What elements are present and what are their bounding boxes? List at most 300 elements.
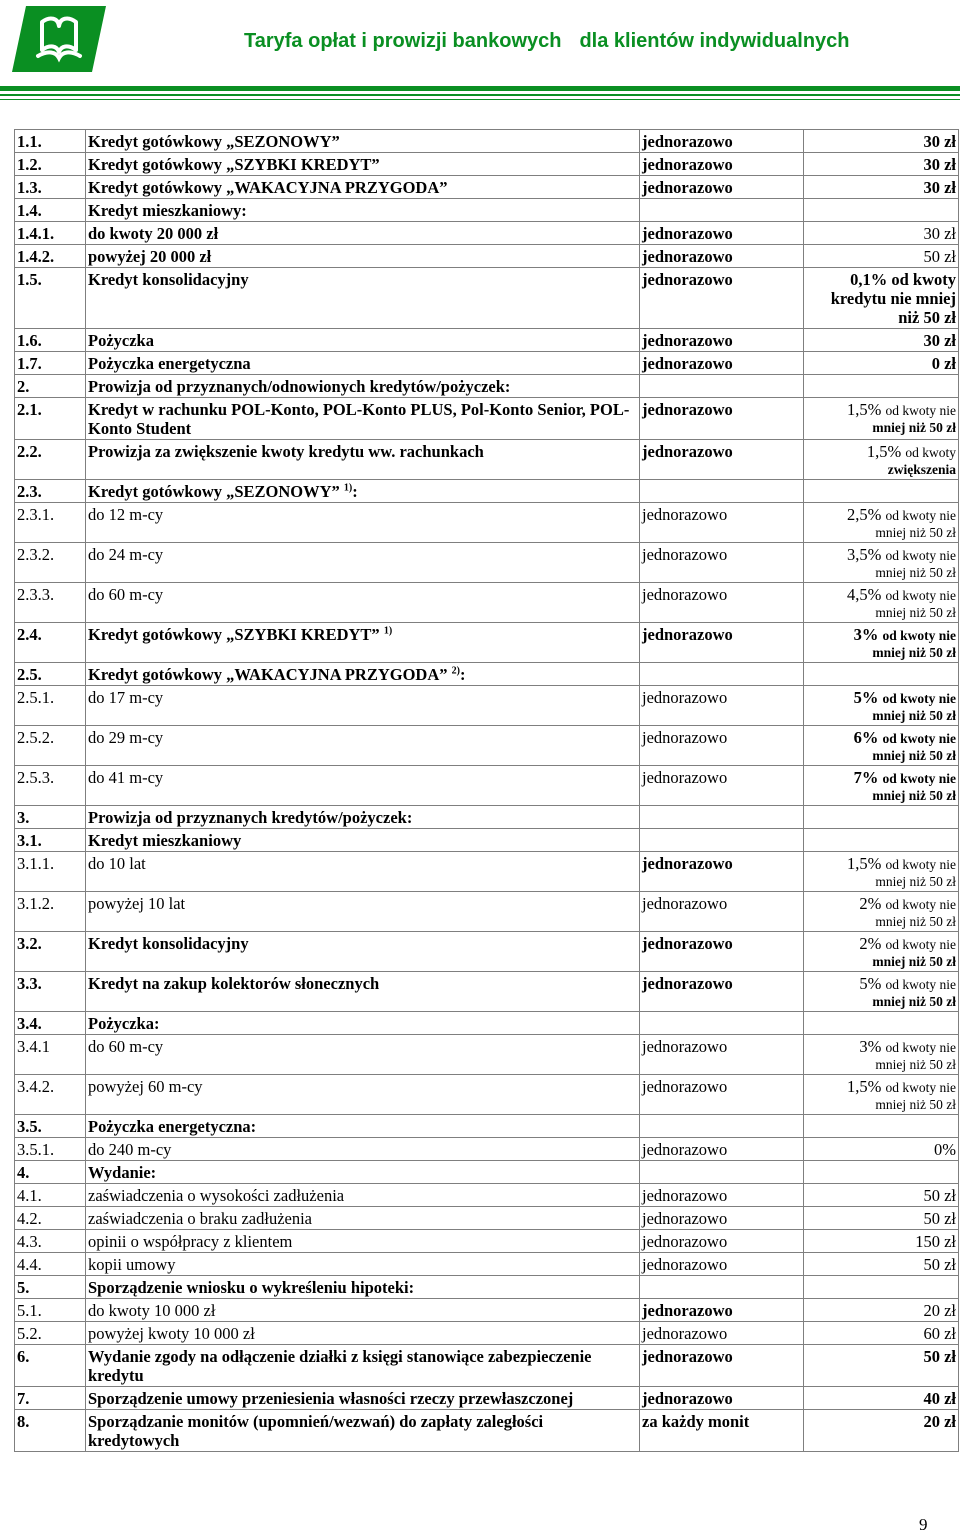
fee-amount xyxy=(804,398,959,440)
item-number: 2.3.3. xyxy=(15,583,86,623)
item-description xyxy=(86,1322,640,1345)
item-number: 2.5. xyxy=(15,663,86,686)
item-number: 8. xyxy=(15,1410,86,1452)
item-description-text: zaświadczenia o braku zadłużenia xyxy=(88,1209,312,1228)
item-number: 3.1. xyxy=(15,829,86,852)
table-row xyxy=(15,352,959,375)
item-description-text: Kredyt gotówkowy „WAKACYJNA PRZYGODA” xyxy=(88,665,448,684)
item-description-text: Pożyczka energetyczna: xyxy=(88,1117,257,1136)
fee-amount-minimum: zwiększenia xyxy=(887,462,956,477)
fee-amount xyxy=(804,130,959,153)
fee-amount-basis: od kwoty nie xyxy=(882,628,956,643)
item-description-text: powyżej kwoty 10 000 zł xyxy=(88,1324,255,1343)
item-description xyxy=(86,543,640,583)
table-row xyxy=(15,829,959,852)
fee-frequency: jednorazowo xyxy=(640,623,804,663)
item-description-text: do kwoty 20 000 zł xyxy=(88,224,219,243)
table-row xyxy=(15,623,959,663)
item-number: 5.2. xyxy=(15,1322,86,1345)
item-description xyxy=(86,1207,640,1230)
fee-amount-minimum: mniej niż 50 zł xyxy=(875,1097,956,1112)
item-description-text: do 10 lat xyxy=(88,854,146,873)
fee-amount xyxy=(804,972,959,1012)
fee-amount xyxy=(804,932,959,972)
fee-amount-value: 50 zł xyxy=(923,247,956,266)
item-number: 3.4.1 xyxy=(15,1035,86,1075)
item-number: 4.4. xyxy=(15,1253,86,1276)
fee-amount-value: 1,5% xyxy=(847,1077,882,1096)
tariff-table xyxy=(14,129,959,1452)
item-description-text: Pożyczka energetyczna xyxy=(88,354,251,373)
fee-amount xyxy=(804,1345,959,1387)
table-row xyxy=(15,1299,959,1322)
item-description xyxy=(86,1115,640,1138)
table-row xyxy=(15,1184,959,1207)
fee-amount-basis: od kwoty nie xyxy=(885,937,956,952)
fee-amount-value: 50 zł xyxy=(923,1186,956,1205)
item-description-text: do 60 m-cy xyxy=(88,585,164,604)
fee-amount xyxy=(804,503,959,543)
item-description-text: Wydanie zgody na odłączenie działki z księgi stanowiące zabezpieczenie kredytu xyxy=(88,1347,592,1385)
fee-amount-basis: od kwoty nie xyxy=(885,1040,956,1055)
fee-amount-minimum: mniej niż 50 zł xyxy=(875,565,956,580)
table-row xyxy=(15,503,959,543)
item-description-text: Kredyt mieszkaniowy xyxy=(88,831,242,850)
fee-frequency: jednorazowo xyxy=(640,176,804,199)
item-description-text: do 41 m-cy xyxy=(88,768,164,787)
item-description xyxy=(86,1161,640,1184)
footnote-marker: 1) xyxy=(343,482,353,494)
table-row xyxy=(15,480,959,503)
fee-frequency: jednorazowo xyxy=(640,726,804,766)
fee-amount xyxy=(804,268,959,329)
table-row xyxy=(15,245,959,268)
fee-amount-minimum: mniej niż 50 zł xyxy=(875,605,956,620)
table-row xyxy=(15,199,959,222)
fee-amount xyxy=(804,726,959,766)
table-row xyxy=(15,543,959,583)
item-description xyxy=(86,1387,640,1410)
fee-amount-value: 50 zł xyxy=(923,1209,956,1228)
fee-amount-value: 3,5% xyxy=(847,545,882,564)
fee-amount-value: 150 zł xyxy=(915,1232,956,1251)
fee-frequency: jednorazowo xyxy=(640,1207,804,1230)
fee-amount xyxy=(804,245,959,268)
fee-amount xyxy=(804,1253,959,1276)
fee-amount-value: 1,5% xyxy=(847,400,882,419)
fee-amount-value: 0 zł xyxy=(931,354,956,373)
fee-amount xyxy=(804,1138,959,1161)
fee-frequency: jednorazowo xyxy=(640,352,804,375)
item-description xyxy=(86,1230,640,1253)
table-row xyxy=(15,1230,959,1253)
tariff-table-body xyxy=(15,130,959,1452)
document-title xyxy=(244,30,850,53)
fee-amount-minimum: mniej niż 50 zł xyxy=(875,1057,956,1072)
title-part-1: Taryfa opłat i prowizji bankowych xyxy=(244,30,562,52)
item-number: 3.3. xyxy=(15,972,86,1012)
fee-frequency: jednorazowo xyxy=(640,932,804,972)
fee-amount-basis: od kwoty nie xyxy=(882,771,956,786)
table-row xyxy=(15,1035,959,1075)
fee-amount-value: 2% xyxy=(859,894,882,913)
fee-amount-value: 30 zł xyxy=(923,224,956,243)
item-number: 5. xyxy=(15,1276,86,1299)
item-description xyxy=(86,1035,640,1075)
item-description-text: Pożyczka: xyxy=(88,1014,160,1033)
fee-amount-value: 0% xyxy=(934,1140,956,1159)
item-description xyxy=(86,766,640,806)
fee-frequency: jednorazowo xyxy=(640,268,804,329)
item-description-text: Pożyczka xyxy=(88,331,154,350)
fee-amount xyxy=(804,806,959,829)
item-description xyxy=(86,932,640,972)
fee-amount-value: 30 zł xyxy=(923,132,956,151)
fee-amount-basis: od kwoty nie xyxy=(885,548,956,563)
fee-amount xyxy=(804,852,959,892)
item-description xyxy=(86,398,640,440)
fee-amount xyxy=(804,440,959,480)
fee-frequency: jednorazowo xyxy=(640,245,804,268)
item-description-suffix: : xyxy=(459,665,466,684)
item-number: 4.2. xyxy=(15,1207,86,1230)
fee-frequency xyxy=(640,1276,804,1299)
fee-amount-value: 30 zł xyxy=(923,331,956,350)
fee-frequency: jednorazowo xyxy=(640,1387,804,1410)
item-description-text: powyżej 10 lat xyxy=(88,894,186,913)
fee-amount-basis: od kwoty xyxy=(905,445,956,460)
item-description xyxy=(86,503,640,543)
fee-frequency xyxy=(640,829,804,852)
fee-amount-value: 50 zł xyxy=(923,1255,956,1274)
table-row xyxy=(15,268,959,329)
item-description-text: Prowizja za zwiększenie kwoty kredytu ww. rachunkach xyxy=(88,442,484,461)
item-description xyxy=(86,352,640,375)
fee-amount-value: 6% xyxy=(853,728,879,747)
item-description xyxy=(86,663,640,686)
item-description-text: Kredyt gotówkowy „SZYBKI KREDYT” xyxy=(88,625,380,644)
table-row xyxy=(15,583,959,623)
item-description xyxy=(86,1075,640,1115)
item-description-text: Kredyt na zakup kolektorów słonecznych xyxy=(88,974,380,993)
table-row xyxy=(15,972,959,1012)
item-number: 2.5.1. xyxy=(15,686,86,726)
item-description-text: Prowizja od przyznanych/odnowionych kredytów/pożyczek: xyxy=(88,377,511,396)
footnote-marker: 2) xyxy=(451,665,460,677)
fee-amount xyxy=(804,1276,959,1299)
item-description xyxy=(86,329,640,352)
fee-amount-basis: od kwoty nie xyxy=(882,691,956,706)
fee-amount xyxy=(804,1410,959,1452)
fee-amount xyxy=(804,176,959,199)
item-description xyxy=(86,806,640,829)
fee-amount-minimum: mniej niż 50 zł xyxy=(875,525,956,540)
item-description xyxy=(86,222,640,245)
item-description xyxy=(86,130,640,153)
fee-frequency: jednorazowo xyxy=(640,329,804,352)
table-row xyxy=(15,375,959,398)
fee-amount-value: 5% xyxy=(853,688,879,707)
fee-frequency: jednorazowo xyxy=(640,686,804,726)
fee-frequency: jednorazowo xyxy=(640,583,804,623)
fee-amount-value: 3% xyxy=(853,625,879,644)
fee-amount-value: 1,5% xyxy=(847,854,882,873)
item-description-text: Kredyt w rachunku POL-Konto, POL-Konto PLUS, Pol-Konto Senior, POL-Konto Student xyxy=(88,400,630,438)
item-description-text: powyżej 20 000 zł xyxy=(88,247,212,266)
fee-frequency: jednorazowo xyxy=(640,153,804,176)
fee-amount-basis: od kwoty nie xyxy=(885,508,956,523)
item-description xyxy=(86,176,640,199)
fee-amount-minimum: mniej niż 50 zł xyxy=(872,954,956,969)
item-description-text: Kredyt konsolidacyjny xyxy=(88,934,249,953)
page-number: 9 xyxy=(919,1515,928,1534)
item-description xyxy=(86,1184,640,1207)
fee-frequency: jednorazowo xyxy=(640,1184,804,1207)
fee-amount xyxy=(804,1161,959,1184)
item-description-text: do 12 m-cy xyxy=(88,505,164,524)
fee-frequency xyxy=(640,1012,804,1035)
fee-frequency: jednorazowo xyxy=(640,543,804,583)
fee-amount-basis: od kwoty nie xyxy=(885,897,956,912)
fee-amount-value: 4,5% xyxy=(847,585,882,604)
fee-amount-value: 40 zł xyxy=(923,1389,956,1408)
item-description xyxy=(86,972,640,1012)
fee-amount xyxy=(804,1230,959,1253)
item-number: 1.6. xyxy=(15,329,86,352)
fee-amount-value: 50 zł xyxy=(923,1347,956,1366)
item-description-text: Sporządzenie umowy przeniesienia własności rzeczy przewłaszczonej xyxy=(88,1389,574,1408)
item-number: 3.4. xyxy=(15,1012,86,1035)
item-description xyxy=(86,153,640,176)
fee-amount xyxy=(804,1299,959,1322)
fee-amount xyxy=(804,375,959,398)
fee-amount xyxy=(804,480,959,503)
fee-amount-value: 7% xyxy=(853,768,879,787)
item-number: 3.1.2. xyxy=(15,892,86,932)
fee-frequency: jednorazowo xyxy=(640,1322,804,1345)
item-number: 2.3.2. xyxy=(15,543,86,583)
table-row xyxy=(15,686,959,726)
item-number: 7. xyxy=(15,1387,86,1410)
item-description xyxy=(86,829,640,852)
table-row xyxy=(15,1253,959,1276)
item-description xyxy=(86,852,640,892)
fee-frequency xyxy=(640,199,804,222)
item-description xyxy=(86,1345,640,1387)
fee-amount xyxy=(804,583,959,623)
fee-frequency: jednorazowo xyxy=(640,130,804,153)
table-row xyxy=(15,1012,959,1035)
fee-amount xyxy=(804,1012,959,1035)
item-number: 5.1. xyxy=(15,1299,86,1322)
fee-amount xyxy=(804,1207,959,1230)
item-number: 3.2. xyxy=(15,932,86,972)
item-description-text: kopii umowy xyxy=(88,1255,176,1274)
item-description xyxy=(86,480,640,503)
item-description-text: Kredyt konsolidacyjny xyxy=(88,270,249,289)
item-description-text: Kredyt gotówkowy „SZYBKI KREDYT” xyxy=(88,155,380,174)
item-description xyxy=(86,1138,640,1161)
fee-amount-value: 5% xyxy=(859,974,882,993)
item-description-text: Sporządzenie wniosku o wykreśleniu hipoteki: xyxy=(88,1278,415,1297)
table-row xyxy=(15,1075,959,1115)
fee-frequency: jednorazowo xyxy=(640,222,804,245)
fee-frequency xyxy=(640,375,804,398)
table-row xyxy=(15,329,959,352)
fee-amount xyxy=(804,1115,959,1138)
fee-amount xyxy=(804,1387,959,1410)
item-description-text: Prowizja od przyznanych kredytów/pożyczek: xyxy=(88,808,413,827)
item-description-text: Kredyt gotówkowy „SEZONOWY” xyxy=(88,132,340,151)
table-row xyxy=(15,1410,959,1452)
fee-amount xyxy=(804,222,959,245)
fee-amount xyxy=(804,623,959,663)
fee-amount xyxy=(804,1184,959,1207)
fee-amount xyxy=(804,199,959,222)
fee-frequency: jednorazowo xyxy=(640,972,804,1012)
footnote-marker: 1) xyxy=(383,625,393,637)
fee-amount xyxy=(804,329,959,352)
page-header xyxy=(0,0,960,110)
fee-amount-minimum: mniej niż 50 zł xyxy=(872,420,956,435)
table-row xyxy=(15,1115,959,1138)
fee-amount xyxy=(804,543,959,583)
fee-amount-value: 1,5% xyxy=(866,442,902,461)
item-description xyxy=(86,1253,640,1276)
fee-amount-basis: od kwoty nie xyxy=(885,403,956,418)
bank-logo-open-book-icon xyxy=(12,6,106,72)
item-description-text: powyżej 60 m-cy xyxy=(88,1077,203,1096)
item-description xyxy=(86,268,640,329)
fee-frequency: jednorazowo xyxy=(640,892,804,932)
item-number: 2.5.2. xyxy=(15,726,86,766)
fee-amount-minimum: mniej niż 50 zł xyxy=(872,994,956,1009)
item-description-text: do 17 m-cy xyxy=(88,688,164,707)
fee-amount xyxy=(804,1035,959,1075)
fee-amount-value: 3% xyxy=(859,1037,882,1056)
fee-frequency xyxy=(640,480,804,503)
item-description xyxy=(86,375,640,398)
item-number: 6. xyxy=(15,1345,86,1387)
item-description xyxy=(86,440,640,480)
item-description-text: Kredyt gotówkowy „SEZONOWY” xyxy=(88,482,340,501)
fee-amount-basis: od kwoty nie xyxy=(885,588,956,603)
item-description-text: Wydanie: xyxy=(88,1163,157,1182)
table-row xyxy=(15,440,959,480)
fee-amount-minimum: mniej niż 50 zł xyxy=(875,914,956,929)
fee-amount xyxy=(804,829,959,852)
item-description-suffix: : xyxy=(352,482,358,501)
item-description-text: do 240 m-cy xyxy=(88,1140,172,1159)
item-number: 1.4.2. xyxy=(15,245,86,268)
item-number: 4. xyxy=(15,1161,86,1184)
item-description xyxy=(86,686,640,726)
item-number: 2. xyxy=(15,375,86,398)
fee-amount-minimum: mniej niż 50 zł xyxy=(872,708,956,723)
item-description-text: do 60 m-cy xyxy=(88,1037,164,1056)
item-number: 1.4. xyxy=(15,199,86,222)
fee-frequency: jednorazowo xyxy=(640,1230,804,1253)
fee-amount-basis: od kwoty nie xyxy=(882,731,956,746)
table-row xyxy=(15,932,959,972)
table-row xyxy=(15,1138,959,1161)
item-number: 3.4.2. xyxy=(15,1075,86,1115)
table-row xyxy=(15,222,959,245)
item-description-text: do 29 m-cy xyxy=(88,728,164,747)
table-row xyxy=(15,1207,959,1230)
fee-amount-minimum: mniej niż 50 zł xyxy=(872,645,956,660)
item-number: 3.5. xyxy=(15,1115,86,1138)
table-row xyxy=(15,766,959,806)
item-description xyxy=(86,199,640,222)
item-number: 1.5. xyxy=(15,268,86,329)
fee-amount-basis: od kwoty nie xyxy=(885,1080,956,1095)
item-number: 4.3. xyxy=(15,1230,86,1253)
item-description-text: opinii o współpracy z klientem xyxy=(88,1232,293,1251)
fee-frequency xyxy=(640,1115,804,1138)
item-number: 2.2. xyxy=(15,440,86,480)
table-row xyxy=(15,892,959,932)
fee-frequency: jednorazowo xyxy=(640,766,804,806)
table-row xyxy=(15,1345,959,1387)
fee-frequency: jednorazowo xyxy=(640,1075,804,1115)
fee-amount-value: 0,1% od kwoty kredytu nie mniej niż 50 zł xyxy=(830,270,956,327)
header-rule xyxy=(0,94,960,96)
item-description xyxy=(86,245,640,268)
item-number: 3.5.1. xyxy=(15,1138,86,1161)
fee-amount xyxy=(804,766,959,806)
fee-frequency: jednorazowo xyxy=(640,503,804,543)
table-row xyxy=(15,663,959,686)
fee-amount xyxy=(804,352,959,375)
table-row xyxy=(15,852,959,892)
item-number: 2.1. xyxy=(15,398,86,440)
item-number: 1.3. xyxy=(15,176,86,199)
fee-amount-minimum: mniej niż 50 zł xyxy=(872,788,956,803)
header-rule xyxy=(0,99,960,100)
item-description xyxy=(86,1299,640,1322)
fee-amount xyxy=(804,1322,959,1345)
fee-amount xyxy=(804,1075,959,1115)
fee-frequency xyxy=(640,1161,804,1184)
table-row xyxy=(15,726,959,766)
fee-amount-minimum: mniej niż 50 zł xyxy=(875,874,956,889)
table-row xyxy=(15,1322,959,1345)
fee-frequency: jednorazowo xyxy=(640,1035,804,1075)
item-number: 1.7. xyxy=(15,352,86,375)
fee-frequency: jednorazowo xyxy=(640,852,804,892)
table-row xyxy=(15,1387,959,1410)
item-description xyxy=(86,726,640,766)
fee-amount-basis: od kwoty nie xyxy=(885,857,956,872)
fee-frequency xyxy=(640,663,804,686)
item-description xyxy=(86,623,640,663)
fee-frequency: jednorazowo xyxy=(640,440,804,480)
item-description-text: Kredyt mieszkaniowy: xyxy=(88,201,247,220)
item-description-text: do 24 m-cy xyxy=(88,545,164,564)
item-description xyxy=(86,892,640,932)
item-description xyxy=(86,1012,640,1035)
fee-amount xyxy=(804,663,959,686)
fee-amount-value: 2% xyxy=(859,934,882,953)
item-number: 2.3.1. xyxy=(15,503,86,543)
item-description-text: do kwoty 10 000 zł xyxy=(88,1301,216,1320)
item-description-text: zaświadczenia o wysokości zadłużenia xyxy=(88,1186,345,1205)
table-row xyxy=(15,1161,959,1184)
item-number: 4.1. xyxy=(15,1184,86,1207)
item-number: 2.3. xyxy=(15,480,86,503)
title-part-2: dla klientów indywidualnych xyxy=(579,30,850,52)
